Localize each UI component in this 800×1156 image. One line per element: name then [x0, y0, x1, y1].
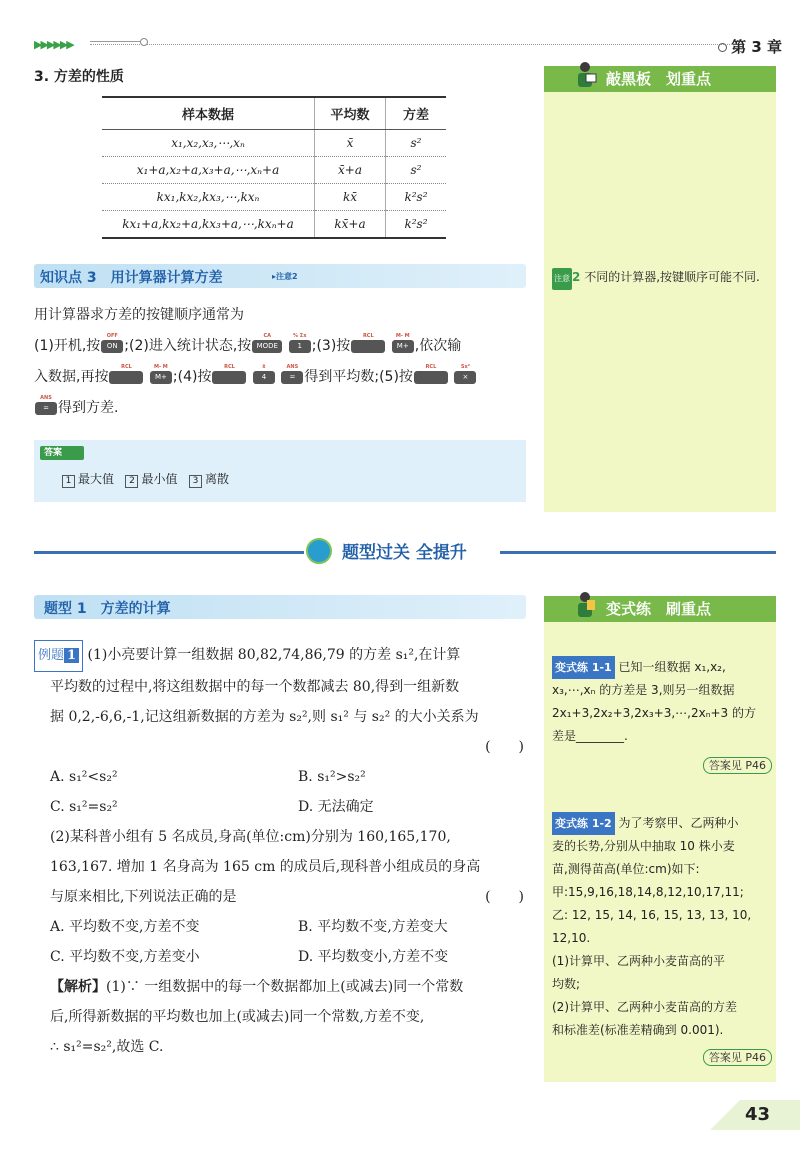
option-b: B. s₁²>s₂²: [298, 769, 366, 785]
option-a: A. s₁²<s₂²: [50, 769, 118, 785]
answer-parentheses: ( ): [485, 889, 524, 905]
option-d: D. 无法确定: [298, 799, 374, 815]
question-text: 据 0,2,-6,6,-1,记这组新数据的方差为 s₂²,则 s₁² 与 s₂² 的大小关系为: [50, 709, 479, 725]
option-c: C. s₁²=s₂²: [50, 799, 118, 815]
step-text: ;(2)进入统计状态,按: [124, 338, 252, 354]
section-title: 3. 方差的性质: [34, 69, 124, 85]
note-number: 2: [572, 270, 581, 284]
divider-line-left: [34, 551, 304, 554]
knowledge-point-title: 知识点 3 用计算器计算方差: [40, 270, 223, 286]
example-question: [34, 640, 530, 1062]
rcl-key: RCL: [109, 371, 143, 384]
teacher-icon: [572, 60, 598, 92]
practice-text: (1)计算甲、乙两种小麦苗高的平: [552, 954, 725, 968]
note-text: 不同的计算器,按键顺序可能不同.: [584, 270, 760, 284]
divider-line-right: [500, 551, 776, 554]
chapter-label: 第 3 章: [718, 36, 782, 57]
question-text: (2)某科普小组有 5 名成员,身高(单位:cm)分别为 160,165,170,: [50, 829, 451, 845]
practice-text: x₃,⋯,xₙ 的方差是 3,则另一组数据: [552, 683, 735, 697]
practice-text: 2x₁+3,2x₂+3,2x₃+3,⋯,2xₙ+3 的方: [552, 706, 756, 720]
equals-key: ANS =: [281, 371, 303, 384]
step-text: ;(3)按: [311, 338, 351, 354]
answer-reference[interactable]: 答案见 P46: [703, 757, 772, 774]
step-text: 得到平均数;(5)按: [304, 369, 413, 385]
answer-number: 1: [62, 475, 75, 488]
table-cell: s²: [386, 157, 447, 184]
answer-item: 最小值: [141, 472, 178, 486]
option-b: B. 平均数不变,方差变大: [298, 919, 448, 935]
mode-key: CA MODE: [252, 340, 282, 353]
table-cell: s²: [386, 130, 447, 157]
question-text: 163,167. 增加 1 名身高为 165 cm 的成员后,现科普小组成员的身高: [50, 859, 481, 875]
rcl-key: RCL: [351, 340, 385, 353]
solution-text: 后,所得新数据的平均数也加上(或减去)同一个常数,方差不变,: [50, 1009, 425, 1025]
solution-text: (1)∵ 一组数据中的每一个数据都加上(或减去)同一个常数: [106, 979, 464, 995]
note-marker: ▸注意2: [272, 272, 298, 281]
question-text: 与原来相比,下列说法正确的是: [50, 889, 237, 905]
practice-1-1: [552, 656, 772, 777]
student-icon: [572, 590, 598, 622]
answer-reference[interactable]: 答案见 P46: [703, 1049, 772, 1066]
answer-items: [62, 470, 229, 488]
practice-text: 差是________.: [552, 729, 628, 743]
header-dotted-rule: [90, 44, 730, 45]
question-text: 平均数的过程中,将这组数据中的每一个数都减去 80,得到一组新数: [50, 679, 460, 695]
table-row: [102, 157, 446, 184]
table-cell: x₁+a,x₂+a,x₃+a,⋯,xₙ+a: [102, 157, 315, 184]
on-key: OFF ON: [101, 340, 123, 353]
example-label: 例题 1: [34, 640, 83, 672]
header-arrows: ▶▶▶▶▶▶: [34, 38, 73, 51]
answer-number: 3: [189, 475, 202, 488]
solution-label: 【解析】: [50, 979, 106, 995]
calculator-steps: [34, 300, 534, 424]
practice-text: 12,10.: [552, 931, 591, 945]
table-cell: kx₁+a,kx₂+a,kx₃+a,⋯,kxₙ+a: [102, 211, 315, 239]
table-header: 方差: [386, 97, 447, 130]
step-text: ,依次输: [414, 338, 462, 354]
practice-text: 苗,测得苗高(单位:cm)如下:: [552, 862, 700, 876]
answer-parentheses: ( ): [485, 739, 524, 755]
note-tag: 注意: [552, 268, 572, 290]
one-key: % Σx 1: [289, 340, 311, 353]
practice-text: 为了考察甲、乙两种小: [618, 816, 739, 830]
page-number: 43: [744, 1104, 770, 1125]
side-panel-practice: [544, 596, 776, 1082]
side-note: [552, 266, 770, 290]
four-key: x̄ 4: [253, 371, 275, 384]
header-rule: [90, 41, 140, 42]
variance-property-table: [102, 96, 446, 239]
table-cell: kx₁,kx₂,kx₃,⋯,kxₙ: [102, 184, 315, 211]
mplus-key: M- M M+: [150, 371, 172, 384]
equals-key: ANS =: [35, 402, 57, 415]
side-panel-header: 变式练 刷重点: [544, 596, 776, 622]
practice-tag: 变式练 1-1: [552, 656, 615, 679]
table-cell: x̄: [315, 130, 386, 157]
practice-text: (2)计算甲、乙两种小麦苗高的方差: [552, 1000, 737, 1014]
practice-tag: 变式练 1-2: [552, 812, 615, 835]
practice-text: 已知一组数据 x₁,x₂,: [618, 660, 726, 674]
steps-intro: 用计算器求方差的按键顺序通常为: [34, 307, 244, 323]
practice-text: 均数;: [552, 977, 581, 991]
solution-text: ∴ s₁²=s₂²,故选 C.: [50, 1039, 164, 1055]
table-row: [102, 211, 446, 239]
step-text: 得到方差.: [58, 400, 119, 416]
header-circle: [140, 38, 148, 46]
spiral-icon: [306, 538, 332, 564]
practice-text: 麦的长势,分别从中抽取 10 株小麦: [552, 839, 735, 853]
rcl-key: RCL: [414, 371, 448, 384]
answer-number: 2: [125, 475, 138, 488]
table-cell: kx̄+a: [315, 211, 386, 239]
option-a: A. 平均数不变,方差不变: [50, 919, 200, 935]
practice-text: 甲:15,9,16,18,14,8,12,10,17,11;: [552, 885, 744, 899]
option-c: C. 平均数不变,方差变小: [50, 949, 200, 965]
side-panel-key-points: [544, 66, 776, 512]
step-text: ;(4)按: [172, 369, 212, 385]
table-header: 平均数: [315, 97, 386, 130]
question-type-title: 题型 1 方差的计算: [44, 601, 171, 617]
side-panel-header: 敲黑板 划重点: [544, 66, 776, 92]
table-header: 样本数据: [102, 97, 315, 130]
rcl-key: RCL: [212, 371, 246, 384]
times-key: Sx² ×: [454, 371, 476, 384]
answer-tag: 答案: [40, 446, 84, 460]
table-row: [102, 130, 446, 157]
table-row: [102, 184, 446, 211]
step-text: 入数据,再按: [34, 369, 109, 385]
answer-item: 最大值: [78, 472, 115, 486]
question-text: (1)小亮要计算一组数据 80,82,74,86,79 的方差 s₁²,在计算: [87, 647, 461, 663]
table-cell: x̄+a: [315, 157, 386, 184]
option-d: D. 平均数变小,方差不变: [298, 949, 449, 965]
table-cell: kx̄: [315, 184, 386, 211]
divider-title: 题型过关 全提升: [336, 538, 473, 563]
table-cell: k²s²: [386, 211, 447, 239]
practice-1-2: [552, 812, 772, 1069]
table-cell: k²s²: [386, 184, 447, 211]
practice-text: 和标准差(标准差精确到 0.001).: [552, 1023, 724, 1037]
table-cell: x₁,x₂,x₃,⋯,xₙ: [102, 130, 315, 157]
step-text: (1)开机,按: [34, 338, 101, 354]
mplus-key: M- M M+: [392, 340, 414, 353]
answer-item: 离散: [204, 472, 229, 486]
practice-text: 乙: 12, 15, 14, 16, 15, 13, 13, 10,: [552, 908, 752, 922]
